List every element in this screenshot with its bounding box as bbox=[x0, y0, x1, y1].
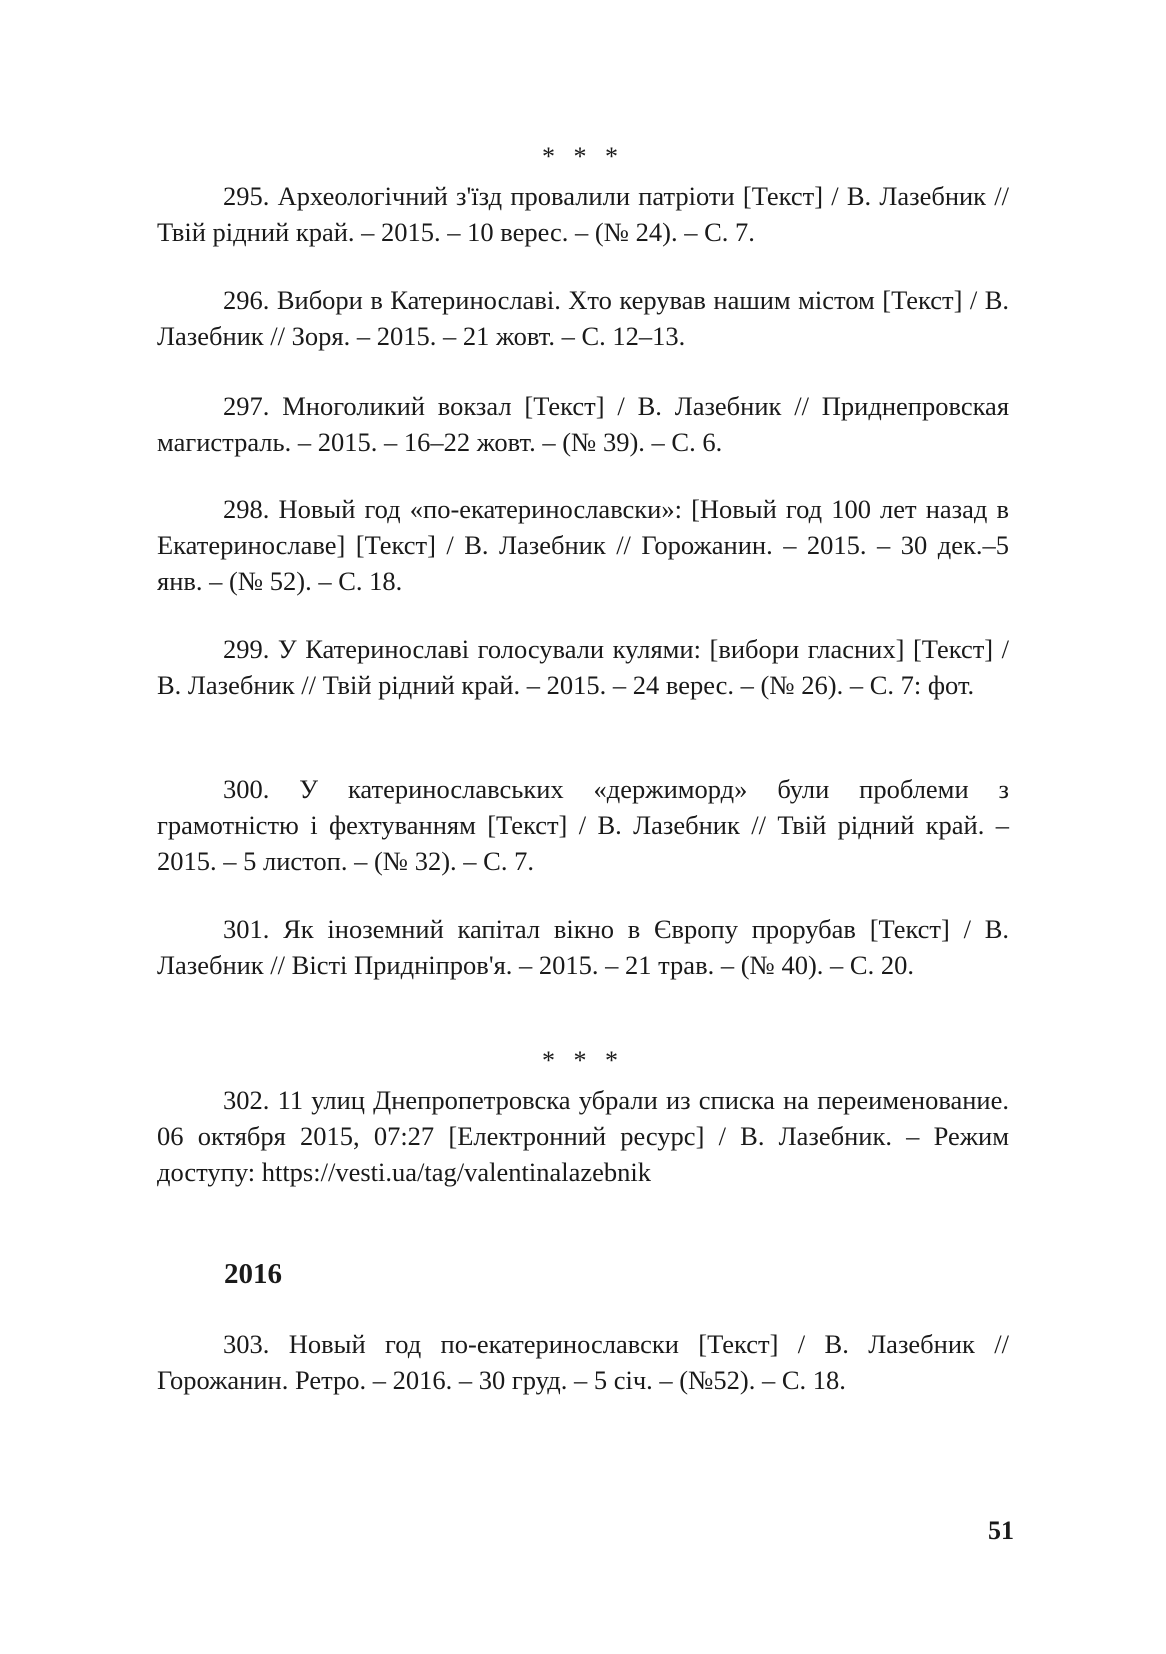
entry-number: 297. bbox=[223, 391, 270, 421]
entry-number: 298. bbox=[223, 494, 270, 524]
entry-number: 299. bbox=[223, 634, 270, 664]
bibliography-entry-301 bbox=[157, 911, 1009, 983]
page-number: 51 bbox=[988, 1516, 1014, 1545]
entry-text: У Катеринославі голосували кулями: [вибори гласних] [Текст] / В. Лазебник // Твій рідний край. – 2015. – 24 верес. – (№ 26). – С. 7: фот. bbox=[157, 634, 1010, 700]
entry-text: 11 улиц Днепропетровска убрали из списка на переименование. 06 октября 2015, 07:27 [Електронний ресурс] / В. Лазебник. – Режим доступу: https://vesti.ua/tag/valentinalazebnik bbox=[157, 1085, 1009, 1187]
entry-text: Новый год «по-екатеринославски»: [Новый год 100 лет назад в Екатеринославе] [Текст] / В. Лазебник // Горожанин. – 2015. – 30 дек.–5 янв. – (№ 52). – С. 18. bbox=[157, 494, 1009, 596]
bibliography-entry-302 bbox=[157, 1082, 1009, 1190]
bibliography-entry-295 bbox=[157, 178, 1009, 250]
entry-number: 301. bbox=[223, 914, 270, 944]
entry-number: 296. bbox=[223, 285, 270, 315]
bibliography-entry-299 bbox=[157, 631, 1009, 703]
entry-text: У катеринославських «держиморд» були проблеми з грамотністю і фехтуванням [Текст] / В. Лазебник // Твій рідний край. – 2015. – 5 листоп. – (№ 32). – С. 7. bbox=[157, 774, 1010, 876]
entry-text: Многоликий вокзал [Текст] / В. Лазебник // Приднепровская магистраль. – 2015. – 16–22 жовт. – (№ 39). – С. 6. bbox=[157, 391, 1010, 457]
entry-text: Вибори в Катеринославі. Хто керував нашим містом [Текст] / В. Лазебник // Зоря. – 2015. – 21 жовт. – С. 12–13. bbox=[157, 285, 1010, 351]
bibliography-entry-298 bbox=[157, 491, 1009, 599]
entry-text: Новый год по-екатеринославски [Текст] / В. Лазебник // Горожанин. Ретро. – 2016. – 30 груд. – 5 січ. – (№52). – С. 18. bbox=[157, 1329, 1009, 1395]
entry-number: 295. bbox=[223, 181, 270, 211]
entry-text: Археологічний з'їзд провалили патріоти [Текст] / В. Лазебник // Твій рідний край. – 2015. – 10 верес. – (№ 24). – С. 7. bbox=[157, 181, 1010, 247]
entry-number: 302. bbox=[223, 1085, 270, 1115]
section-separator: * * * bbox=[542, 1046, 624, 1075]
year-heading: 2016 bbox=[224, 1258, 282, 1290]
entry-text: Як іноземний капітал вікно в Європу прорубав [Текст] / В. Лазебник // Вісті Придніпров'я. – 2015. – 21 трав. – (№ 40). – С. 20. bbox=[157, 914, 1009, 980]
section-separator: * * * bbox=[542, 142, 624, 171]
bibliography-entry-296 bbox=[157, 282, 1009, 354]
bibliography-entry-303 bbox=[157, 1326, 1009, 1398]
bibliography-entry-300 bbox=[157, 771, 1009, 879]
entry-number: 300. bbox=[223, 774, 270, 804]
entry-number: 303. bbox=[223, 1329, 270, 1359]
bibliography-entry-297 bbox=[157, 388, 1009, 460]
